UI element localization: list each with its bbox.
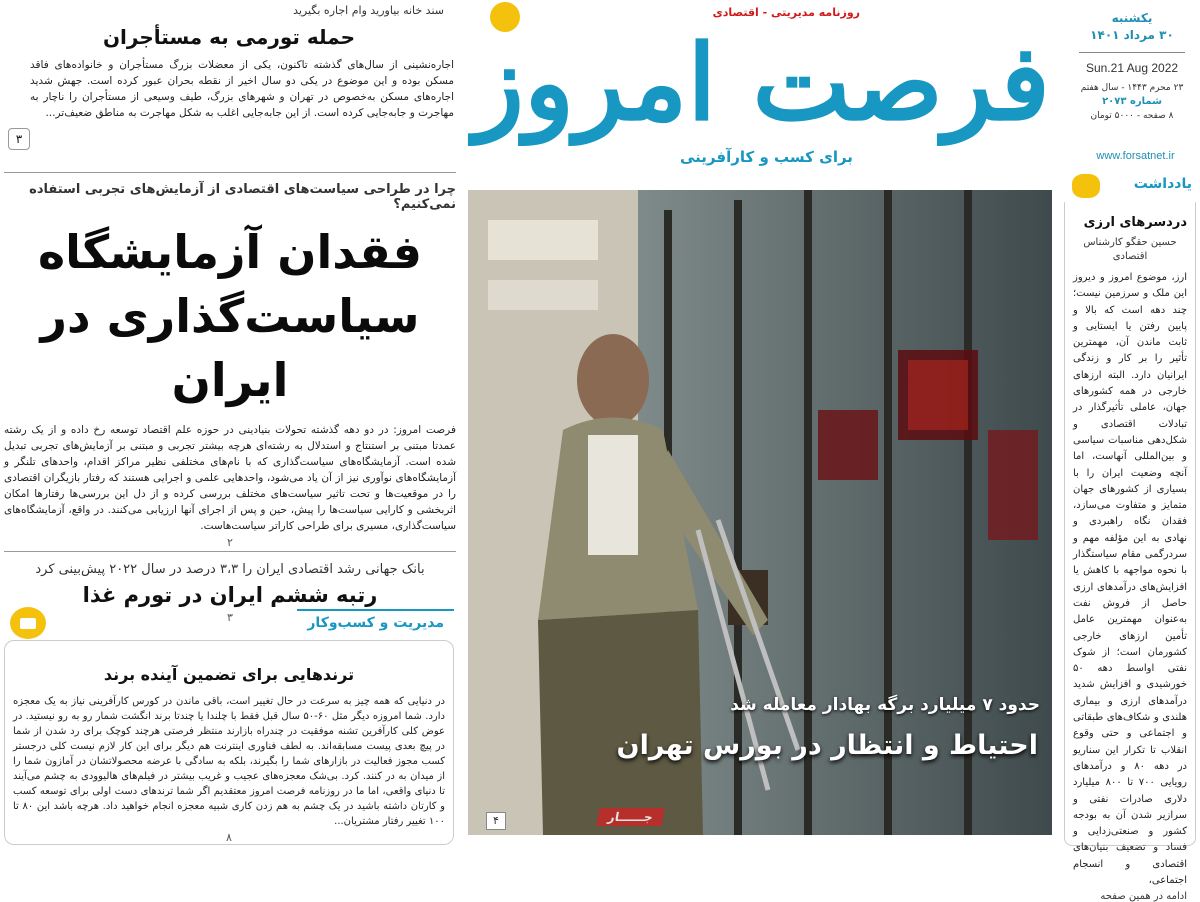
second-story-headline[interactable]: رتبه ششم ایران در تورم غذا bbox=[82, 583, 378, 607]
divider bbox=[4, 551, 456, 552]
note-body: ارز، موضوع امروز و دیروز این ملک و سرزمین نیست؛ چند دهه است که بالا و پایین رفتن یا ایستایی و ثابت ماندن آن، مهمترین تأثیر را بر کار و زندگی ایرانیان دارد. البته ارزهای خارجی در همه کشورهای جهان، عاملی تأثیرگذار در تبادلات اقتصادی و شکل‌دهی مناسبات سیاسی و بین‌المللی آنهاست، اما آنچه وضعیت ایران را با بسیاری از کشورهای جهان متمایز و متفاوت می‌سازد، فقدان نگاه راهبردی و نهادی به این مؤلفه مهم و سردرگمی مقام سیاستگذار با نحوه مواجهه با کاهش یا افزایش‌های درآمدهای ارزی حاصل از فروش نفت به‌عنوان مهمترین عامل تأمین ارزهای خارجی کشورمان است؛ از شوک نفتی اواسط دهه ۵۰ خورشیدی و افزایش شدید درآمدهای ارزی و بیماری هلندی و شکاف‌های طبقاتی و اجتماعی و حتی وقوع انقلاب تا تکرار این سناریو در دهه ۸۰ و درآمدهای رویایی ۷۰۰ تا ۸۰۰ میلیارد دلاری صادرات نفتی و سرازیر شدن آن به بودجه کشور و صنعتی‌زدایی و فساد و تضعیف بنیان‌های اقتصادی و انسجام اجتماعی، bbox=[1073, 272, 1188, 886]
date-divider bbox=[1079, 52, 1185, 53]
second-story-kicker: بانک جهانی رشد اقتصادی ایران را ۳،۳ درصد در سال ۲۰۲۲ پیش‌بینی کرد bbox=[35, 562, 425, 577]
management-body: در دنیایی که همه چیز به سرعت در حال تغییر است، باقی ماندن در کورس کارآفرینی نیاز به یک معجزه دارد. شما امروزه دیگر مثل ۶۰-۵۰ سال قبل فقط با چلندا یا چندتا برند انگشت شمار رو به رو نیستید. در عوض کلی کارآفرین تشنه موفقیت در چندراه بازارند منتظر فرصتی هرچند کوچک برای رد شدن از شما در پیچ بعدی پیست مسابقه‌اند. به لطف فناوری اینترنت هم دیگر برای این کار لازم نیست کلی درجستر کسب مجوز فعالیت در بازارهای شما را بگیرند، بلکه به سادگی با عرضه محصولاتشان در آمازون شما را از میدان به در کنند. کرد. بی‌شک معجزه‌های عجیب و غریب بیشتر در فیلم‌های هالیوودی به چشم می‌آیند تا دنیای واقعی، اما ما در روزنامه فرصت امروز معتقدیم اگر شما ترندهای دست اولی برای توسعه کسب و کارتان داشته باشید در یک چشم به هم زدن کاری شبیه معجزه انجام خواهید داد. هرچه باشد این ۸۰ تا ۱۰۰ تغییر رفتار مشتریان... bbox=[13, 696, 445, 827]
issue-number: شماره ۲۰۷۳ bbox=[1102, 96, 1162, 107]
site-url[interactable]: www.forsatnet.ir bbox=[1096, 150, 1175, 162]
top-story-page-number: ۳ bbox=[8, 128, 30, 150]
note-continued: ادامه در همین صفحه bbox=[1100, 891, 1187, 902]
masthead-logo bbox=[460, 0, 1060, 175]
management-headline[interactable]: ترندهایی برای تضمین آینده برند bbox=[103, 665, 355, 684]
main-story-page-number: ۲ bbox=[227, 536, 233, 549]
note-column bbox=[1064, 172, 1196, 902]
top-story-kicker: سند خانه بیاورید وام اجاره بگیرید bbox=[293, 4, 444, 17]
lead-photo bbox=[468, 190, 1052, 835]
issue-price: ۸ صفحه - ۵۰۰۰ تومان bbox=[1090, 111, 1174, 121]
note-section-label[interactable]: یادداشت bbox=[1133, 176, 1192, 192]
issue-date-block bbox=[1073, 10, 1191, 123]
photo-caption-headline[interactable]: احتیاط و انتظار در بورس تهران bbox=[616, 730, 1038, 761]
main-story-headline[interactable] bbox=[4, 220, 456, 412]
note-author: حسین حقگو کارشناس اقتصادی bbox=[1083, 237, 1177, 262]
pen-icon bbox=[1072, 174, 1100, 198]
top-story bbox=[4, 4, 454, 146]
main-story-body: فرصت امروز: در دو دهه گذشته تحولات بنیادینی در حوزه علم اقتصاد توسعه رخ داده و از یک رشته عمدتا مبتنی بر استنتاج و استدلال به رشته‌ای هرچه بیشتر تجربی و مبتنی بر آزمایش‌های تجربی تبدیل شده است. آزمایشگاه‌های سیاست‌گذاری که با نام‌های مختلفی نظیر مراکز اقدام، واحدهای تلنگر و آزمایشگاه‌های نوآوری نیز از آن یاد می‌شود، واحدهایی علمی و اجرایی هستند که رفتار بازیگران اقتصادی را در موقعیت‌ها و تحت تاثیر سیاست‌های مختلف بررسی کرده و از دل این بررسی‌ها رفتارها امکان اثربخشی و کارایی سیاست‌ها را پیش، حین و پس از اجرای آنها ارزیابی می‌کنند. در واقع، آزمایشگاه‌های سیاست‌گذاری، مسیری برای طراحی کاراتر سیاست‌هاست. bbox=[4, 424, 456, 532]
top-story-headline[interactable]: حمله تورمی به مستأجران bbox=[102, 25, 355, 49]
note-section-tag bbox=[1064, 172, 1196, 202]
main-headline-line-1: فقدان آزمایشگاه bbox=[37, 225, 423, 279]
issue-date-fa: ۳۰ مرداد ۱۴۰۱ bbox=[1090, 28, 1174, 42]
management-section-tag bbox=[4, 607, 454, 643]
issue-day: یکشنبه bbox=[1111, 11, 1153, 25]
briefcase-icon bbox=[10, 607, 46, 639]
photo-page-number: ۴ bbox=[486, 812, 506, 830]
main-headline-line-2: سیاست‌گذاری در ایران bbox=[40, 289, 420, 407]
watermark-logo: جــــــار bbox=[596, 808, 664, 826]
issue-hijri-date: ۲۳ محرم ۱۴۴۳ - سال هفتم bbox=[1080, 83, 1184, 93]
management-section-label[interactable]: مدیریت و کسب‌وکار bbox=[297, 609, 454, 635]
management-box bbox=[4, 640, 454, 845]
note-box bbox=[1064, 196, 1196, 902]
main-story-kicker: چرا در طراحی سیاست‌های اقتصادی از آزمایش‌های تجربی استفاده نمی‌کنیم؟ bbox=[29, 182, 456, 212]
divider bbox=[4, 172, 456, 173]
logo-title: فرصت امروز bbox=[473, 21, 1050, 144]
main-story bbox=[4, 182, 456, 626]
logo-tagline: روزنامه مدیریتی - اقتصادی bbox=[712, 6, 860, 19]
photo-caption-kicker: حدود ۷ میلیارد برگه بهادار معامله شد bbox=[730, 695, 1040, 715]
issue-date-en: Sun.21 Aug 2022 bbox=[1085, 61, 1179, 75]
logo-subtitle: برای کسب و کارآفرینی bbox=[680, 148, 853, 166]
top-story-body: اجاره‌نشینی از سال‌های گذشته تاکنون، یکی از معضلات بزرگ مستأجران و خانواده‌های فاقد مسکن بوده و این موضوع در یکی دو سال اخیر از نقطه بحران عبور کرده است. جهش شدید اجاره‌های مسکن به‌خصوص در تهران و شهرهای بزرگ، طیف وسیعی از مستأجران را ناچار به مهاجرت و جابه‌جایی کرده است. از این جابه‌جایی اغلب به شکل مهاجرت به مناطق ضعیف‌تر... bbox=[30, 59, 454, 119]
note-title[interactable]: دردسرهای ارزی bbox=[1083, 215, 1187, 230]
second-story-page-number: ۳ bbox=[227, 611, 233, 624]
management-page-number: ۸ bbox=[226, 831, 232, 844]
